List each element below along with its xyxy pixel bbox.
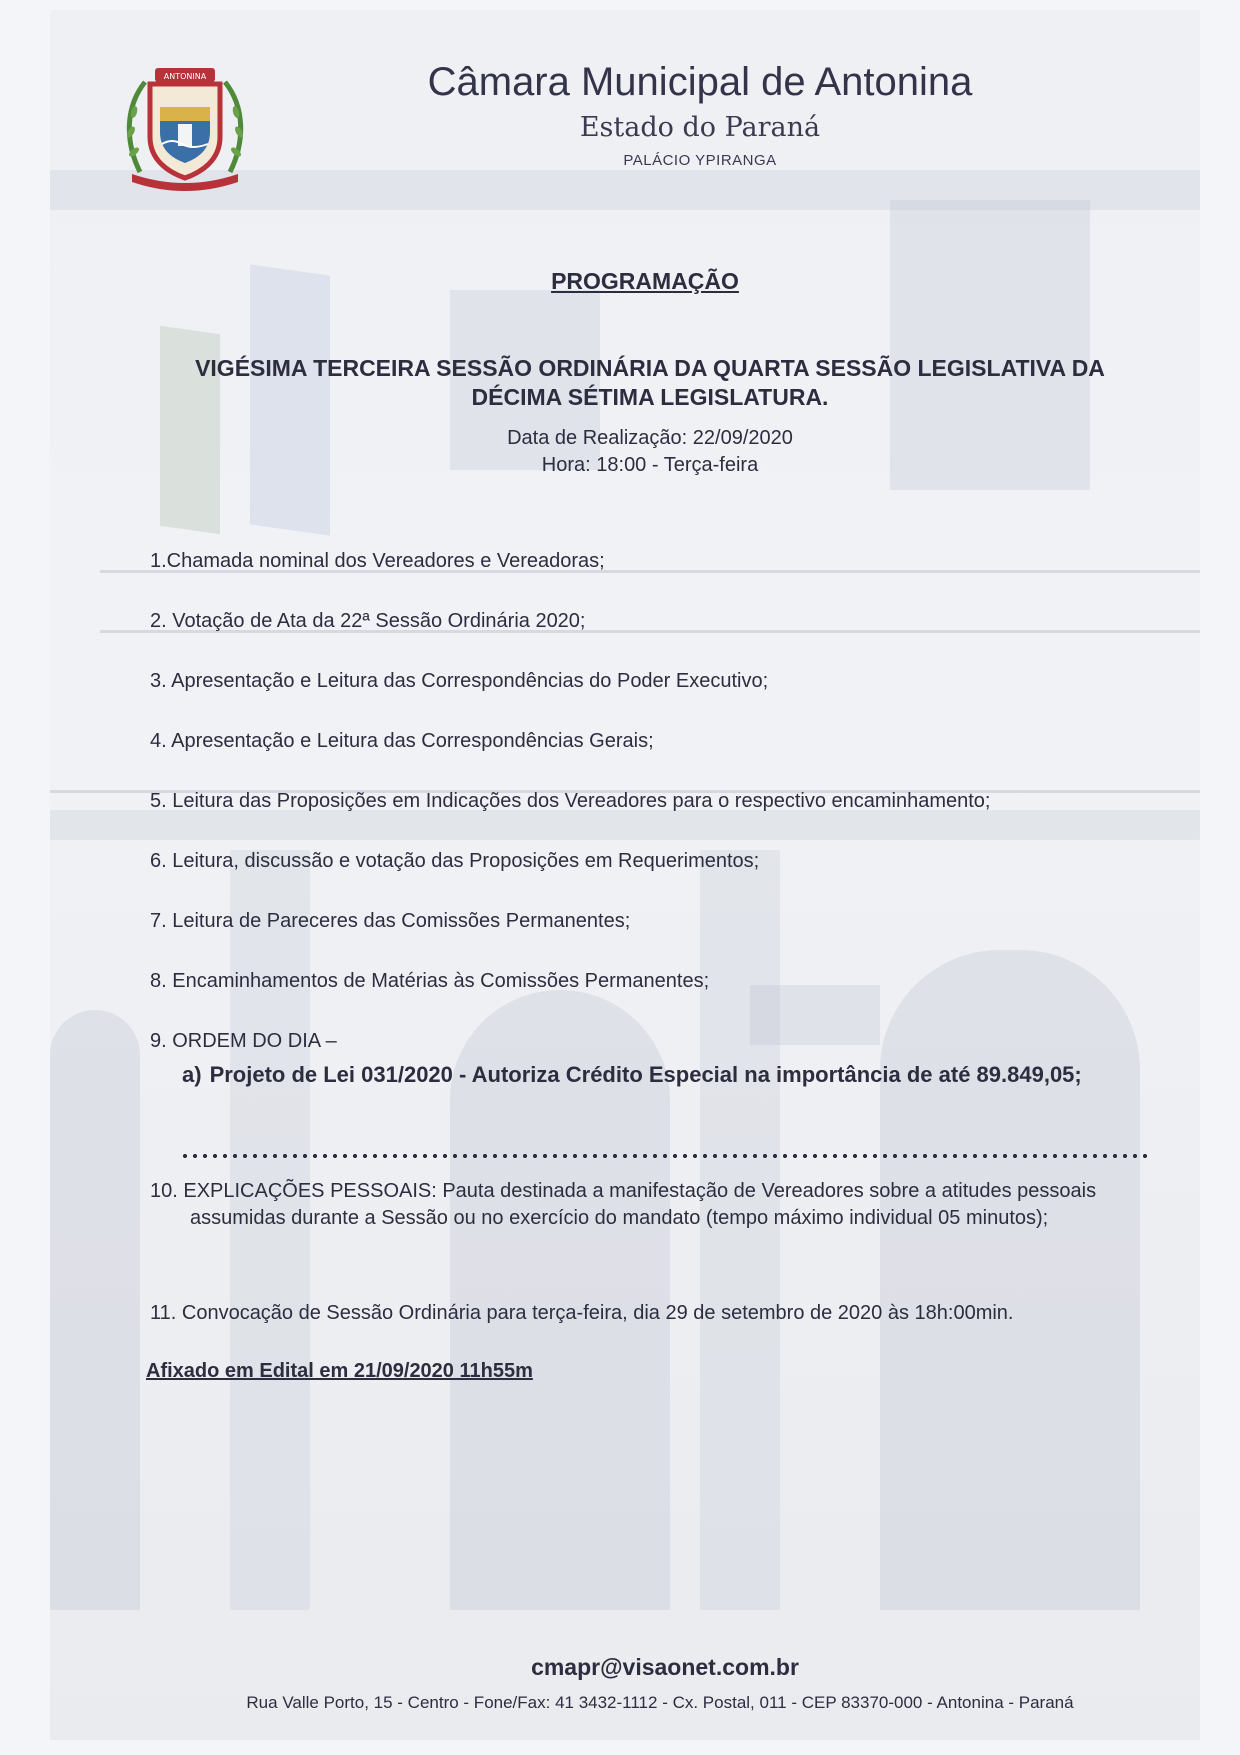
agenda-item: 1.Chamada nominal dos Vereadores e Vereadoras; [150, 550, 605, 572]
program-title: PROGRAMAÇÃO [551, 268, 739, 294]
dotted-separator [180, 1153, 1150, 1159]
posted-notice: Afixado em Edital em 21/09/2020 11h55m [146, 1360, 533, 1382]
subitem-label: a) [182, 1062, 202, 1087]
session-title-line1: VIGÉSIMA TERCEIRA SESSÃO ORDINÁRIA DA QUARTA SESSÃO LEGISLATIVA DA [195, 355, 1105, 381]
session-date: Data de Realização: 22/09/2020 [507, 427, 793, 449]
footer-email: cmapr@visaonet.com.br [531, 1654, 799, 1680]
agenda-item: 5. Leitura das Proposições em Indicações dos Vereadores para o respectivo encaminhamento; [150, 790, 991, 812]
subitem-text: Projeto de Lei 031/2020 - Autoriza Crédito Especial na importância de até 89.849,05; [209, 1062, 1082, 1087]
palace-name: PALÁCIO YPIRANGA [623, 152, 777, 169]
coat-of-arms-icon [120, 62, 250, 192]
agenda-item: 4. Apresentação e Leitura das Correspondências Gerais; [150, 730, 654, 752]
agenda-item: 3. Apresentação e Leitura das Correspondências do Poder Executivo; [150, 670, 769, 692]
state-name: Estado do Paraná [579, 112, 821, 143]
session-info [350, 425, 950, 479]
agenda-item: 2. Votação de Ata da 22ª Sessão Ordinária 2020; [150, 610, 586, 632]
institution-name: Câmara Municipal de Antonina [427, 60, 973, 104]
svg-text:ANTONINA: ANTONINA [163, 72, 207, 81]
session-time: Hora: 18:00 - Terça-feira [541, 454, 759, 476]
agenda-item: 6. Leitura, discussão e votação das Proposições em Requerimentos; [150, 850, 760, 872]
footer-address: Rua Valle Porto, 15 - Centro - Fone/Fax: 41 3432-1112 - Cx. Postal, 011 - CEP 83370-000 - Antonina - Paraná [246, 1693, 1074, 1712]
agenda-item: 7. Leitura de Pareceres das Comissões Permanentes; [150, 910, 631, 932]
agenda-item: 10. EXPLICAÇÕES PESSOAIS: Pauta destinada a manifestação de Vereadores sobre a atitudes pessoais assumidas durante a Sessão ou no exercício do mandato (tempo máximo individual 05 minutos); [150, 1180, 1097, 1229]
agenda-item: 11. Convocação de Sessão Ordinária para terça-feira, dia 29 de setembro de 2020 às 18h:00min. [150, 1302, 1014, 1324]
session-title-line2: DÉCIMA SÉTIMA LEGISLATURA. [471, 384, 829, 410]
agenda-item-order-of-day: 9. ORDEM DO DIA – [150, 1030, 337, 1052]
order-of-day-subitem [182, 1058, 1148, 1092]
session-title [150, 354, 1150, 412]
document-page [50, 10, 1200, 1740]
agenda-item: 8. Encaminhamentos de Matérias às Comissões Permanentes; [150, 970, 710, 992]
